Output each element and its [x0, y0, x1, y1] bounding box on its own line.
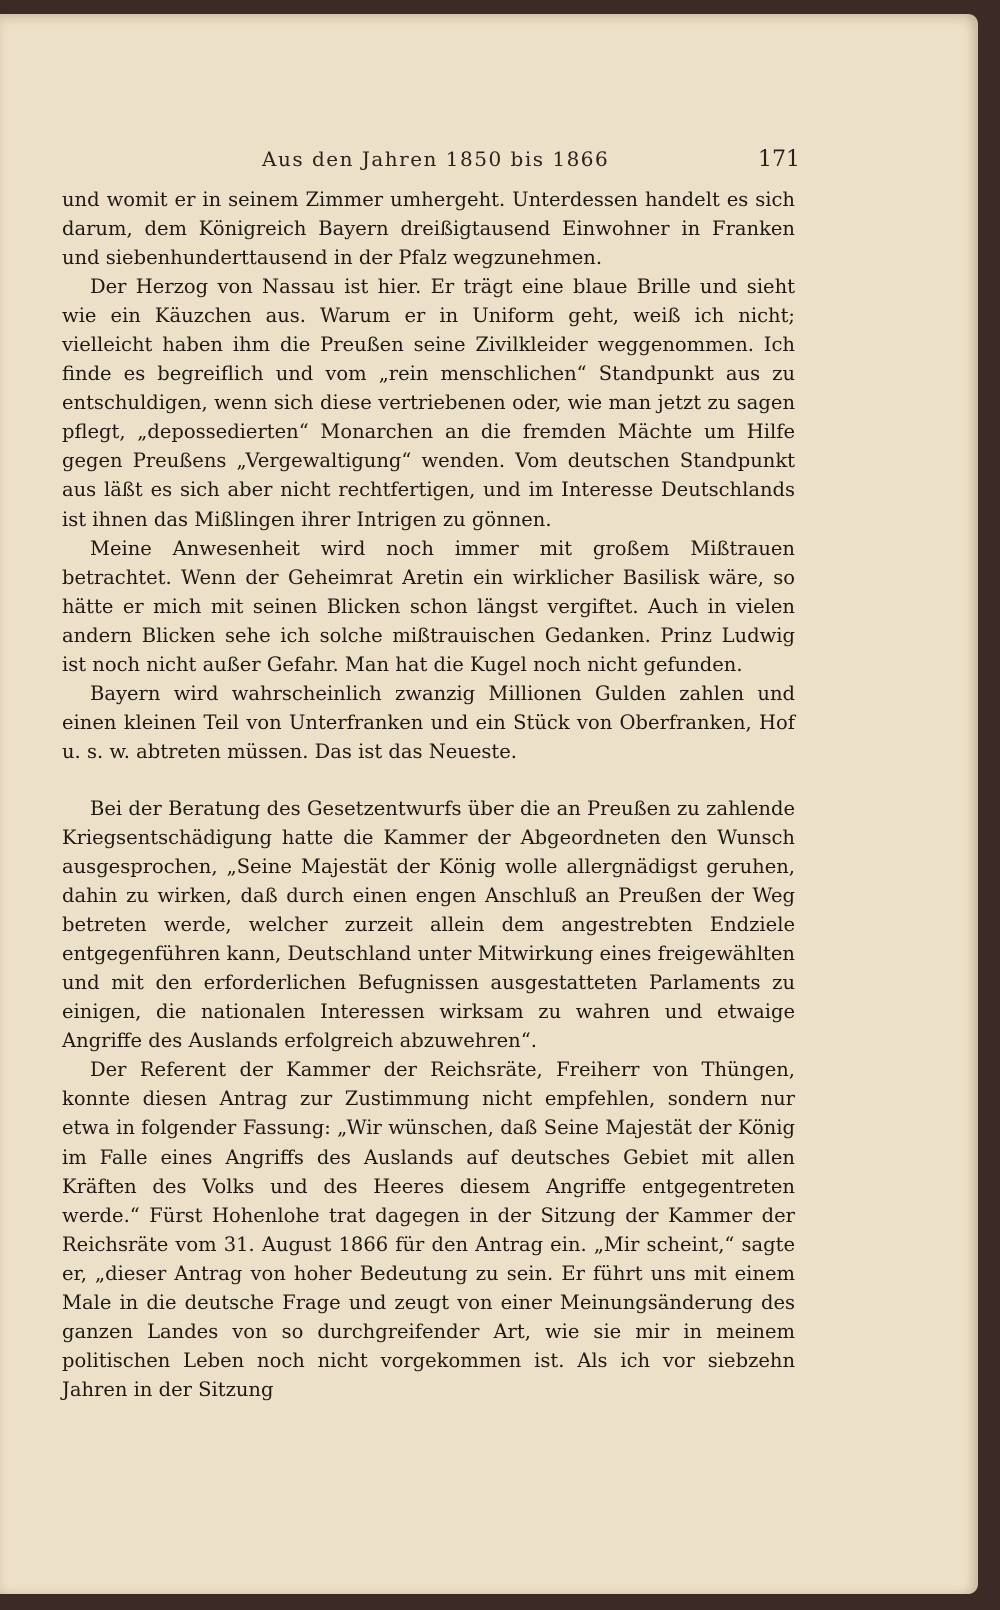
paragraph: und womit er in seinem Zimmer umhergeht. Unterdessen handelt es sich darum, dem Königreich Bayern dreißigtausend Einwohner in Franken und siebenhunderttausend in der Pfalz wegzunehmen. [62, 188, 795, 270]
section-gap [62, 766, 795, 794]
page-header [0, 139, 978, 179]
body-text [62, 185, 795, 1404]
paragraph: Der Referent der Kammer der Reichsräte, Freiherr von Thüngen, konnte diesen Antrag zur Zustimmung nicht empfehlen, sondern nur etwa in folgender Fassung: „Wir wünschen, daß Seine Majestät der König im Falle eines Angriffs des Auslands auf deutsches Gebiet mit allen Kräften des Volks und des Heeres diesem Angriffe entgegentreten werde.“ Fürst Hohenlohe trat dagegen in der Sitzung der Kammer der Reichsräte vom 31. August 1866 für den Antrag ein. „Mir scheint,“ sagte er, „dieser Antrag von hoher Bedeutung zu sein. Er führt uns mit einem Male in die deutsche Frage und zeugt von einer Meinungsänderung des ganzen Landes von so durchgreifender Art, wie sie mir in meinem politischen Leben noch nicht vorgekommen ist. Als ich vor siebzehn Jahren in der Sitzung [62, 1058, 795, 1401]
paragraph: Der Herzog von Nassau ist hier. Er trägt eine blaue Brille und sieht wie ein Käuzchen aus. Warum er in Uniform geht, weiß ich nicht; vielleicht haben ihm die Preußen seine Zivilkleider weggenommen. Ich finde es begreiflich und vom „rein menschlichen“ Standpunkt aus zu entschuldigen, wenn sich diese vertriebenen oder, wie man jetzt zu sagen pflegt, „depossedierten“ Monarchen an die fremden Mächte um Hilfe gegen Preußens „Vergewaltigung“ wenden. Vom deutschen Standpunkt aus läßt es sich aber nicht rechtfertigen, und im Interesse Deutschlands ist ihnen das Mißlingen ihrer Intrigen zu gönnen. [62, 275, 795, 531]
running-title: Aus den Jahren 1850 bis 1866 [262, 147, 610, 171]
paragraph: Bayern wird wahrscheinlich zwanzig Millionen Gulden zahlen und einen kleinen Teil von Unterfranken und ein Stück von Oberfranken, Hof u. s. w. abtreten müssen. Das ist das Neueste. [62, 681, 795, 763]
page-number: 171 [758, 147, 800, 172]
paragraph: Meine Anwesenheit wird noch immer mit großem Mißtrauen betrachtet. Wenn der Geheimrat Aretin ein wirklicher Basilisk wäre, so hätte er mich mit seinen Blicken schon längst vergiftet. Auch in vielen andern Blicken sehe ich solche mißtrauischen Gedanken. Prinz Ludwig ist noch nicht außer Gefahr. Man hat die Kugel noch nicht gefunden. [62, 536, 795, 676]
paragraph: Bei der Beratung des Gesetzentwurfs über die an Preußen zu zahlende Kriegsentschädigung hatte die Kammer der Abgeordneten den Wunsch ausgesprochen, „Seine Majestät der König wolle allergnädigst geruhen, dahin zu wirken, daß durch einen engen Anschluß an Preußen der Weg betreten werde, welcher zurzeit allein dem angestrebten Endziele entgegenführen kann, Deutschland unter Mitwirkung eines freigewählten und mit den erforderlichen Befugnissen ausgestatteten Parlaments zu einigen, die nationalen Interessen wirksam zu wahren und etwaige Angriffe des Auslands erfolgreich abzuwehren“. [62, 796, 795, 1053]
